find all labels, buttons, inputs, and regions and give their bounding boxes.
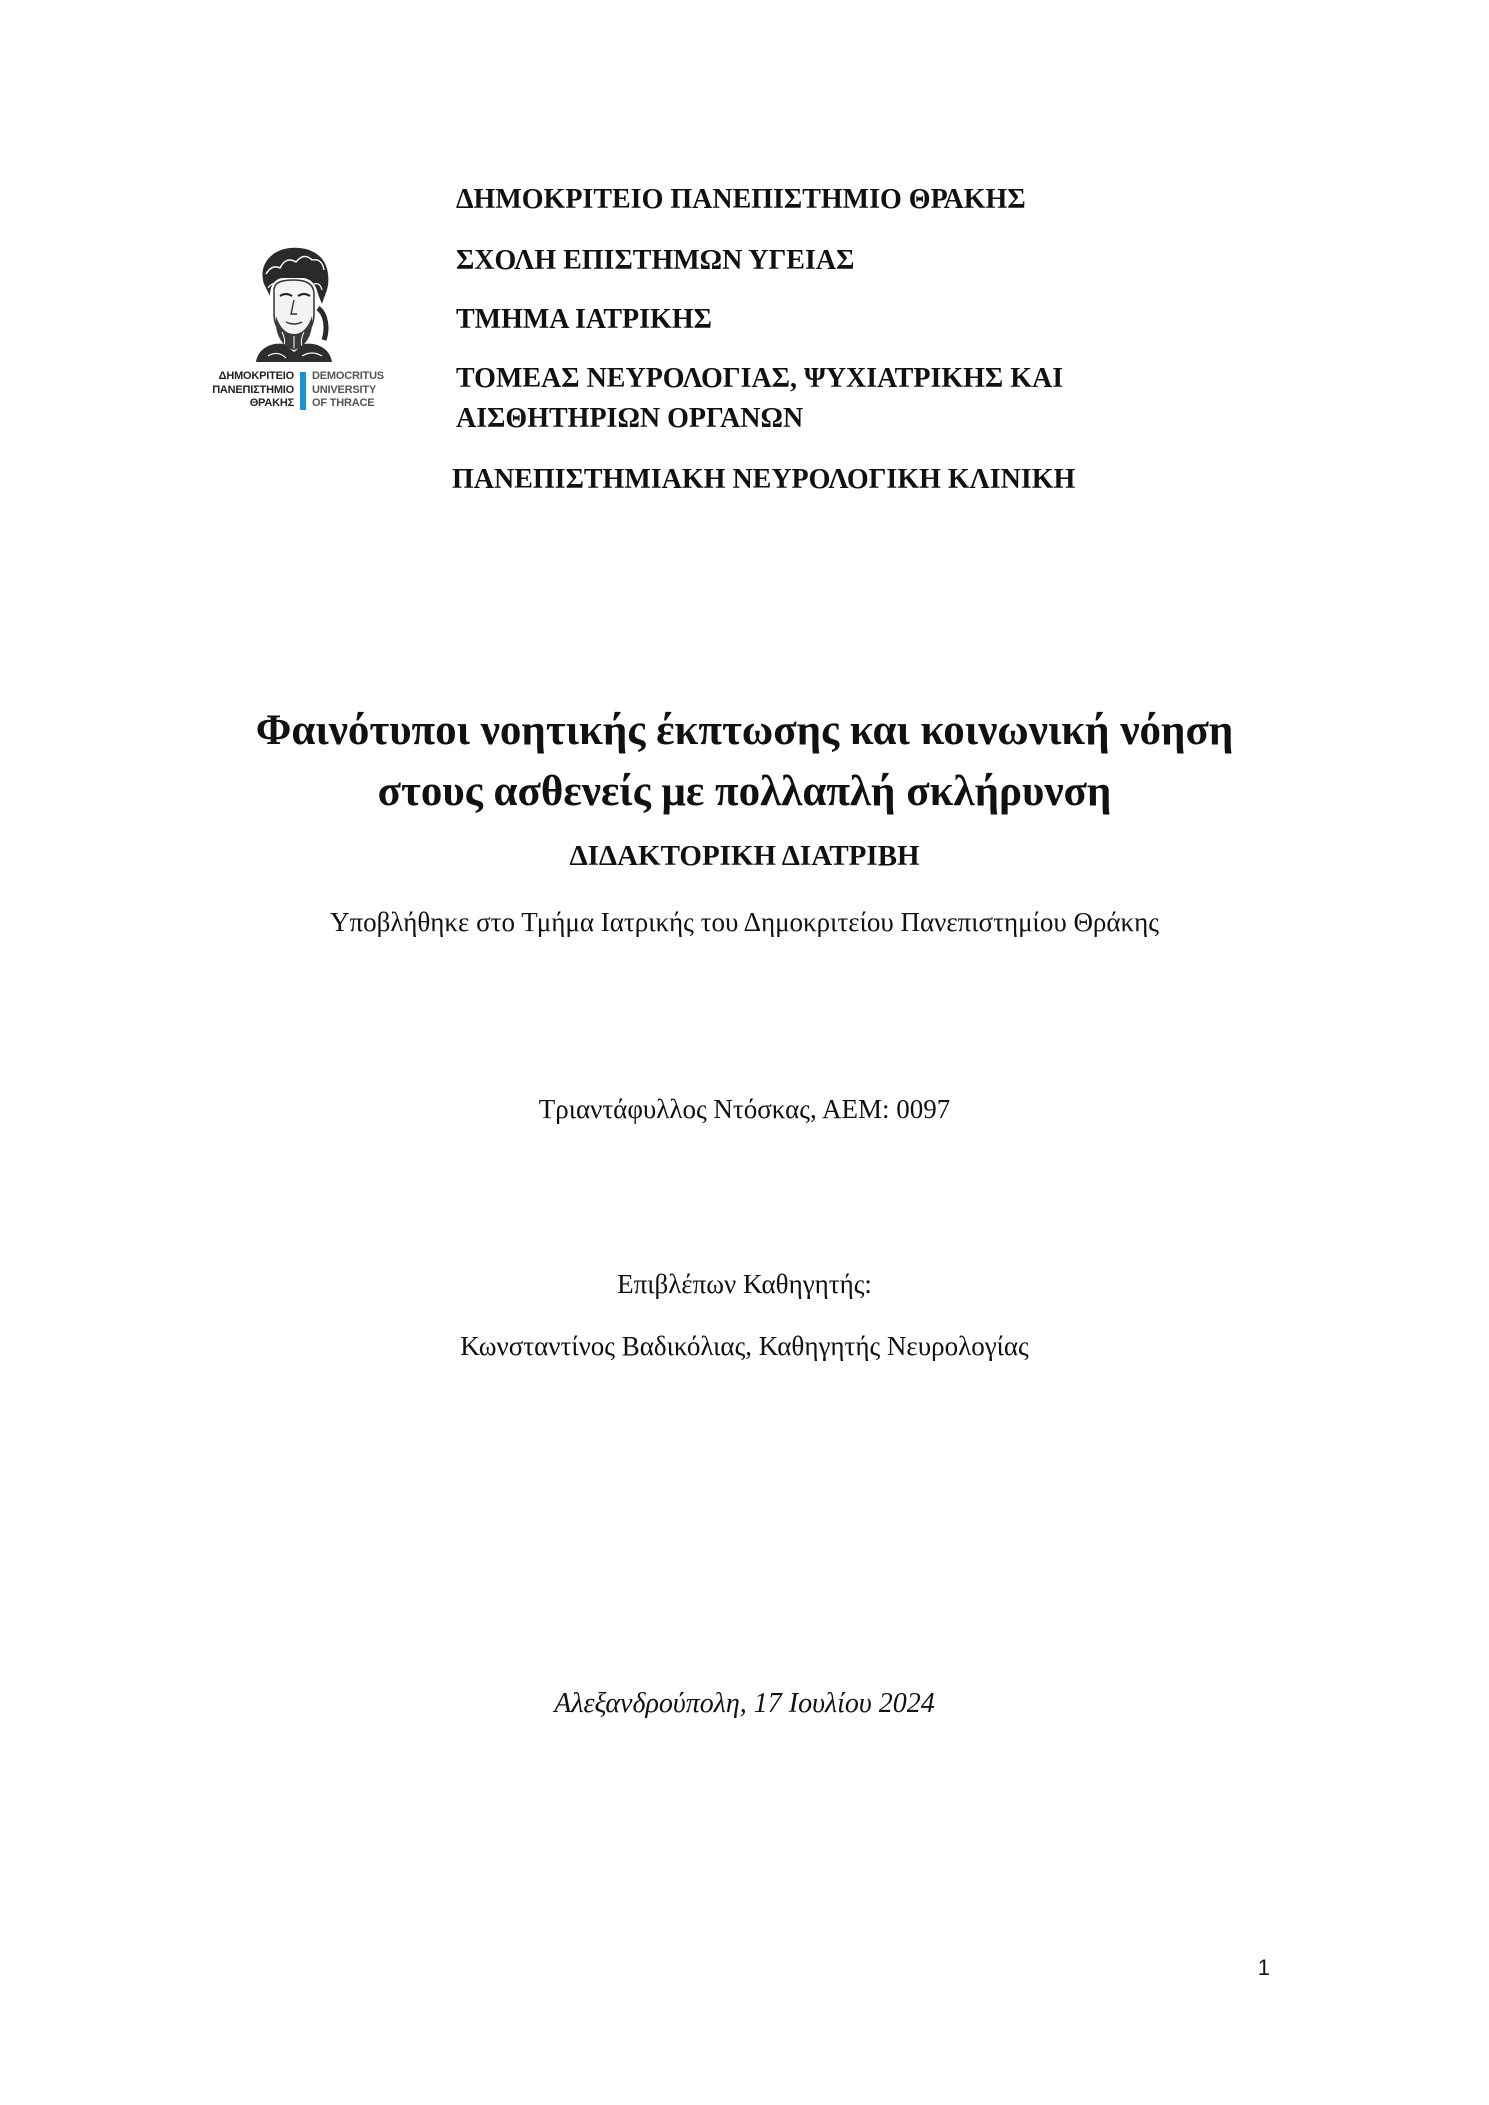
thesis-title-line1: Φαινότυποι νοητικής έκπτωσης και κοινωνική νόηση bbox=[255, 707, 1234, 754]
clinic-name: ΠΑΝΕΠΙΣΤΗΜΙΑΚΗ ΝΕΥΡΟΛΟΓΙΚΗ ΚΛΙΝΙΚΗ bbox=[452, 464, 1076, 495]
sector-name-line2: ΑΙΣΘΗΤΗΡΙΩΝ ΟΡΓΑΝΩΝ bbox=[456, 403, 804, 434]
supervisor-label: Επιβλέπων Καθηγητής: bbox=[617, 1269, 872, 1299]
logo-wordmark bbox=[196, 370, 396, 414]
thesis-title bbox=[0, 700, 1489, 822]
sector-name-line1: ΤΟΜΕΑΣ ΝΕΥΡΟΛΟΓΙΑΣ, ΨΥΧΙΑΤΡΙΚΗΣ ΚΑΙ bbox=[456, 363, 1064, 394]
logo-greek-name: ΔΗΜΟΚΡΙΤΕΙΟ ΠΑΝΕΠΙΣΤΗΜΙΟ ΘΡΑΚΗΣ bbox=[212, 370, 294, 409]
logo-english-name: DEMOCRITUS UNIVERSITY OF THRACE bbox=[312, 370, 384, 409]
page-number: 1 bbox=[1257, 1955, 1270, 1980]
thesis-title-line2: στους ασθενείς με πολλαπλή σκλήρυνση bbox=[377, 768, 1112, 815]
logo-divider bbox=[300, 372, 306, 410]
university-logo bbox=[196, 244, 396, 414]
university-name: ΔΗΜΟΚΡΙΤΕΙΟ ΠΑΝΕΠΙΣΤΗΜΙΟ ΘΡΑΚΗΣ bbox=[456, 184, 1026, 215]
department-name: ΤΜΗΜΑ ΙΑΤΡΙΚΗΣ bbox=[456, 304, 712, 335]
supervisor-name: Κωνσταντίνος Βαδικόλιας, Καθηγητής Νευρολογίας bbox=[460, 1331, 1029, 1361]
school-name: ΣΧΟΛΗ ΕΠΙΣΤΗΜΩΝ ΥΓΕΙΑΣ bbox=[456, 245, 855, 276]
submitted-to: Υποβλήθηκε στο Τμήμα Ιατρικής του Δημοκριτείου Πανεπιστημίου Θράκης bbox=[330, 907, 1159, 937]
thesis-type: ΔΙΔΑΚΤΟΡΙΚΗ ΔΙΑΤΡΙΒΗ bbox=[569, 840, 920, 872]
author-line: Τριαντάφυλλος Ντόσκας, ΑΕΜ: 0097 bbox=[538, 1094, 951, 1124]
place-and-date: Αλεξανδρούπολη, 17 Ιουλίου 2024 bbox=[554, 1688, 935, 1719]
democritus-bust-icon bbox=[244, 244, 344, 364]
